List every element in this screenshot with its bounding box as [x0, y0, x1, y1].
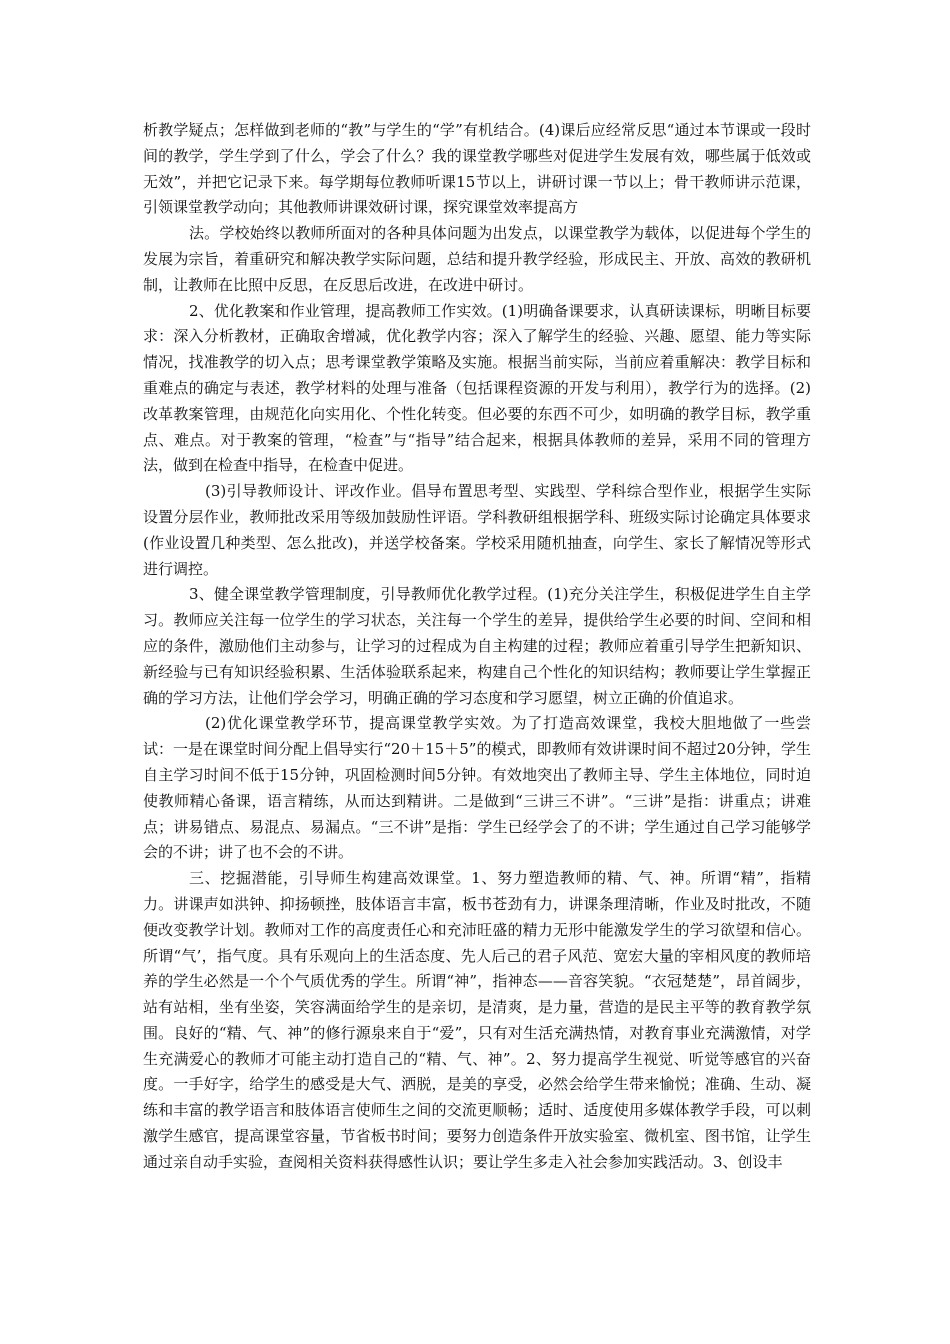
paragraph-5: 3、健全课堂教学管理制度，引导教师优化教学过程。(1)充分关注学生，积极促进学生自主学习。教师应关注每一位学生的学习状态，关注每一个学生的差异，提供给学生必要的时间、空间和相应的条件，激励他们主动参与，让学习的过程成为自主构建的过程；教师应着重引导学生把新知识、新经验与已有知识经验积累、生活体验联系起来，构建自己个性化的知识结构；教师要让学生掌握正确的学习方法，让他们学会学习，明确正确的学习态度和学习愿望，树立正确的价值追求。: [143, 585, 811, 707]
paragraph-3: 2、优化教案和作业管理，提高教师工作实效。(1)明确备课要求，认真研读课标，明晰目标要求：深入分析教材，正确取舍增减，优化教学内容；深入了解学生的经验、兴趣、愿望、能力等实际情况，找准教学的切入点；思考课堂教学策略及实施。根据当前实际，当前应着重解决：教学目标和重难点的确定与表述，教学材料的处理与准备（包括课程资源的开发与利用），教学行为的选择。(2)改革教案管理，由规范化向实用化、个性化转变。但必要的东西不可少，如明确的教学目标，教学重点、难点。对于教案的管理，“检查”与“指导”结合起来，根据具体教师的差异，采用不同的管理方法，做到在检查中指导，在检查中促进。: [143, 301, 811, 475]
paragraph-4: (3)引导教师设计、评改作业。倡导布置思考型、实践型、学科综合型作业，根据学生实际设置分层作业，教师批改采用等级加鼓励性评语。学科教研组根据学科、班级实际讨论确定具体要求(作业设置几种类型、怎么批改)，并送学校备案。学校采用随机抽查，向学生、家长了解情况等形式进行调控。: [143, 482, 811, 578]
paragraph-1: 析教学疑点；怎样做到老师的“教”与学生的“学”有机结合。(4)课后应经常反思“通过本节课或一段时间的教学，学生学到了什么，学会了什么？我的课堂教学哪些对促进学生发展有效，哪些属于低效或无效”，并把它记录下来。每学期每位教师听课15节以上，讲研讨课一节以上；骨干教师讲示范课，引领课堂教学动向；其他教师讲课效研讨课，探究课堂效率提高方: [143, 121, 811, 217]
paragraph-2: 法。学校始终以教师所面对的各种具体问题为出发点，以课堂教学为载体，以促进每个学生的发展为宗旨，着重研究和解决教学实际问题，总结和提升教学经验，形成民主、开放、高效的教研机制，让教师在比照中反思，在反思后改进，在改进中研讨。: [143, 224, 811, 294]
body-text: [143, 118, 811, 1176]
paragraph-6: (2)优化课堂教学环节，提高课堂教学实效。为了打造高效课堂，我校大胆地做了一些尝试：一是在课堂时间分配上倡导实行“20＋15＋5”的模式，即教师有效讲课时间不超过20分钟，学生自主学习时间不低于15分钟，巩固检测时间5分钟。有效地突出了教师主导、学生主体地位，同时迫使教师精心备课，语言精练，从而达到精讲。二是做到“三讲三不讲”。“三讲”是指：讲重点；讲难点；讲易错点、易混点、易漏点。“三不讲”是指：学生已经学会了的不讲；学生通过自己学习能够学会的不讲；讲了也不会的不讲。: [143, 714, 811, 862]
paragraph-7: 三、挖掘潜能，引导师生构建高效课堂。1、努力塑造教师的精、气、神。所谓“精”，指精力。讲课声如洪钟、抑扬顿挫，肢体语言丰富，板书苍劲有力，讲课条理清晰，作业及时批改，不随便改变教学计划。教师对工作的高度责任心和充沛旺盛的精力无形中能激发学生的学习欲望和信心。所谓“气’，指气度。具有乐观向上的生活态度、先人后己的君子风范、宽宏大量的宰相风度的教师培养的学生必然是一个个气质优秀的学生。所谓“神”，指神态——音容笑貌。“衣冠楚楚”，昂首阔步，站有站相，坐有坐姿，笑容满面给学生的是亲切，是清爽，是力量，营造的是民主平等的教育教学氛围。良好的“精、气、神”的修行源泉来自于“爱”，只有对生活充满热情，对教育事业充满激情，对学生充满爱心的教师才可能主动打造自己的“精、气、神”。2、努力提高学生视觉、听觉等感官的兴奋度。一手好字，给学生的感受是大气、洒脱，是美的享受，必然会给学生带来愉悦；准确、生动、凝练和丰富的教学语言和肢体语言使师生之间的交流更顺畅；适时、适度使用多媒体教学手段，可以刺激学生感官，提高课堂容量，节省板书时间；要努力创造条件开放实验室、微机室、图书馆，让学生通过亲自动手实验，查阅相关资料获得感性认识；要让学生多走入社会参加实践活动。3、创设丰: [143, 869, 811, 1171]
